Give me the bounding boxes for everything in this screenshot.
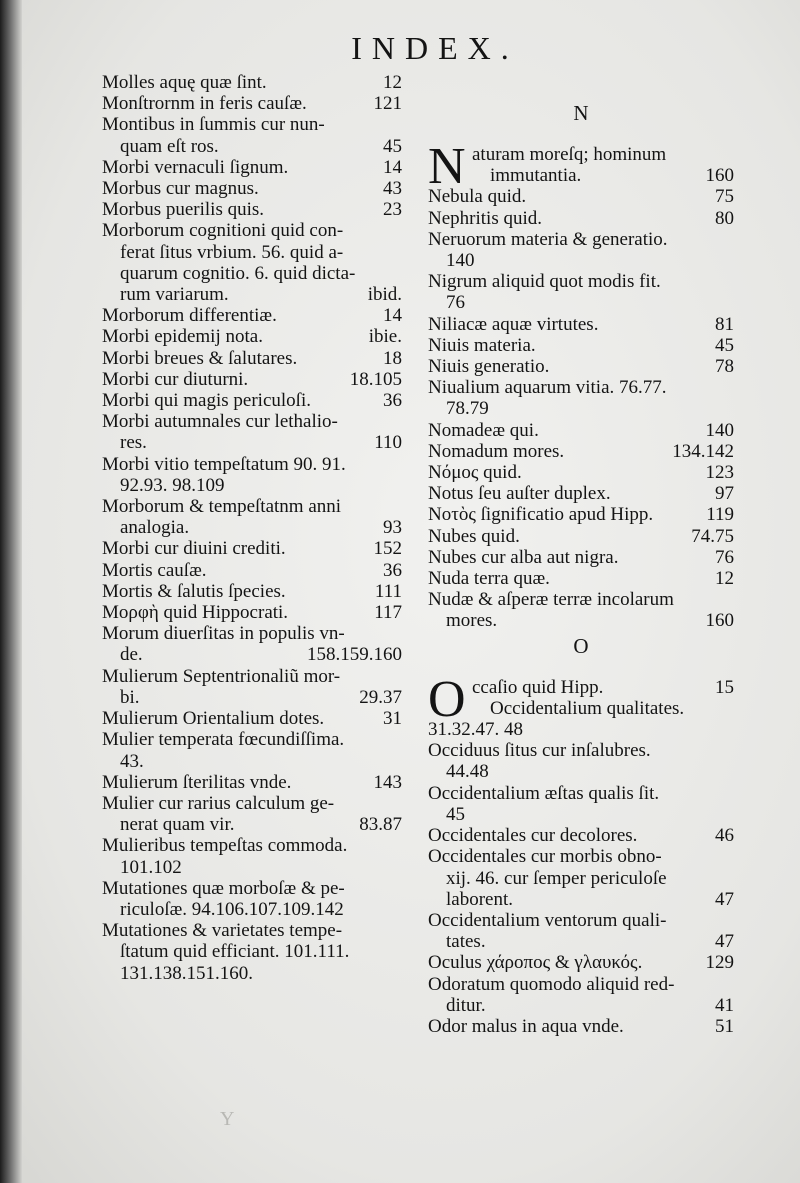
- entry-line: [102, 581, 402, 602]
- entry-text: rum variarum.: [120, 284, 229, 306]
- page-ref: 47: [715, 888, 734, 910]
- index-entry: [102, 496, 402, 538]
- entry-text: Niliacæ aquæ virtutes.: [428, 313, 599, 335]
- page-ref: 160: [705, 610, 734, 632]
- page-ref: 74.75: [691, 525, 734, 547]
- entry-line: [102, 814, 402, 835]
- entry-text: Niuis generatio.: [428, 356, 550, 378]
- entry-line: [102, 857, 402, 878]
- entry-text: Nomadeæ qui.: [428, 419, 539, 441]
- entry-line: [428, 271, 734, 292]
- entry-line: [102, 411, 402, 432]
- entry-line: [428, 610, 734, 631]
- entry-text: 43.: [120, 750, 144, 772]
- entry-line: [428, 462, 734, 483]
- entry-line: [428, 356, 734, 377]
- page-ref: ibie.: [368, 326, 402, 348]
- entry-line: [472, 677, 734, 698]
- index-entry: [102, 157, 402, 178]
- entry-line: [102, 178, 402, 199]
- index-entry: [102, 390, 402, 411]
- index-entry: [102, 772, 402, 793]
- index-entry: [428, 208, 734, 229]
- index-entry: [102, 560, 402, 581]
- page-ref: 76: [715, 546, 734, 568]
- entry-text: Occiduus ſitus cur inſalubres.: [428, 740, 651, 762]
- index-entry: [102, 835, 402, 877]
- page-ref: 15: [715, 676, 734, 698]
- entry-text: 76: [446, 292, 465, 314]
- entry-text: Νοτὸς ſignificatio apud Hipp.: [428, 504, 654, 526]
- entry-text: 44.48: [446, 761, 489, 783]
- entry-text: Mulieribus tempeſtas commoda.: [102, 835, 348, 857]
- entry-line: [428, 761, 734, 782]
- index-entry: [428, 462, 734, 483]
- dropcap-n: N: [428, 138, 466, 195]
- index-entry: [102, 538, 402, 559]
- entry-line: [428, 398, 734, 419]
- dropcap-o: O: [428, 670, 466, 728]
- entry-text: Morbi vitio tempeſtatum 90. 91.: [102, 453, 346, 475]
- entry-text: Molles aquę quæ ſint.: [102, 72, 267, 93]
- page-ref: 43: [383, 178, 402, 200]
- entry-line: [428, 568, 734, 589]
- entry-line: [428, 186, 734, 207]
- page-ref: 140: [705, 419, 734, 441]
- entry-text: Nubes quid.: [428, 525, 520, 547]
- entry-text: Odor malus in aqua vnde.: [428, 1015, 624, 1037]
- entry-text: Occidentalium qualitates.: [490, 697, 685, 719]
- entry-text: Occidentales cur decolores.: [428, 825, 638, 847]
- index-entry: [102, 348, 402, 369]
- entry-text: Νόμος quid.: [428, 462, 522, 484]
- entry-line: [102, 729, 402, 750]
- entry-text: res.: [120, 432, 147, 454]
- entry-line: [428, 377, 734, 398]
- entry-text: Mulier temperata fœcundiſſima.: [102, 729, 345, 751]
- entry-line: [428, 931, 734, 952]
- index-entry: [428, 547, 734, 568]
- page-ref: 45: [715, 334, 734, 356]
- entry-text: Morbi cur diuini crediti.: [102, 538, 286, 560]
- entry-text: 131.138.151.160.: [120, 962, 253, 984]
- entry-line: [102, 899, 402, 920]
- entry-line: [472, 165, 734, 186]
- entry-line: [428, 589, 734, 610]
- page-ref: 78: [715, 356, 734, 378]
- page-ref: 14: [383, 305, 402, 327]
- page-ref: 152: [373, 538, 402, 560]
- left-column: [102, 72, 402, 984]
- index-entry: [428, 420, 734, 441]
- entry-text: Mutationes quæ morboſæ & pe-: [102, 877, 345, 899]
- entry-line: [428, 974, 734, 995]
- entry-text: immutantia.: [490, 165, 582, 187]
- entry-line: [102, 602, 402, 623]
- entry-text: Occidentalium ventorum quali-: [428, 909, 667, 931]
- page-ref: 129: [705, 952, 734, 974]
- entry-line: [428, 995, 734, 1016]
- index-entry: [428, 504, 734, 525]
- index-entry: [102, 199, 402, 220]
- entry-text: Niuis materia.: [428, 334, 536, 356]
- index-entry: [428, 314, 734, 335]
- entry-line: [428, 504, 734, 525]
- page-ref: 18: [383, 347, 402, 369]
- page-ref: 93: [383, 517, 402, 539]
- index-entry: [428, 719, 734, 740]
- entry-line: [102, 390, 402, 411]
- entry-line: [428, 783, 734, 804]
- entry-text: Nomadum mores.: [428, 440, 565, 462]
- entry-line: [102, 199, 402, 220]
- entry-text: Nephritis quid.: [428, 207, 542, 229]
- entry-text: Mortis & ſalutis ſpecies.: [102, 580, 286, 602]
- entry-text: quam eſt ros.: [120, 135, 219, 157]
- entry-line: [102, 751, 402, 772]
- page-ref: 75: [715, 186, 734, 208]
- entry-text: xij. 46. cur ſemper periculoſe: [446, 867, 667, 889]
- entry-text: Odoratum quomodo aliquid red-: [428, 973, 675, 995]
- entry-line: [102, 708, 402, 729]
- entry-line: [428, 889, 734, 910]
- entry-text: Niualium aquarum vitia. 76.77.: [428, 377, 667, 399]
- entry-text: ferat ſitus vrbium. 56. quid a-: [120, 241, 344, 263]
- index-entry: [428, 377, 734, 419]
- section-o-entries: [428, 719, 734, 1037]
- entry-text: Mulierum Septentrionaliũ mor-: [102, 665, 341, 687]
- page-ref: 45: [383, 135, 402, 157]
- index-entry: [102, 454, 402, 496]
- index-entry: [102, 305, 402, 326]
- entry-line: [472, 698, 734, 719]
- entry-text: Montibus in ſummis cur nun-: [102, 114, 325, 136]
- entry-line: [102, 454, 402, 475]
- entry-line: [102, 835, 402, 856]
- entry-line: [102, 920, 402, 941]
- signature-mark: Y: [220, 1108, 235, 1130]
- index-entry: [102, 326, 402, 347]
- entry-text: Μορφὴ quid Hippocrati.: [102, 602, 289, 624]
- entry-line: [428, 868, 734, 889]
- index-entry: [428, 356, 734, 377]
- entry-line: [102, 220, 402, 241]
- page-ref: 31: [383, 708, 402, 730]
- entry-line: [102, 475, 402, 496]
- index-entry: [428, 910, 734, 952]
- entry-text: 101.102: [120, 856, 182, 878]
- entry-text: Morborum differentiæ.: [102, 305, 277, 327]
- entry-text: Nubes cur alba aut nigra.: [428, 546, 619, 568]
- entry-text: Mulierum ſterilitas vnde.: [102, 771, 292, 793]
- entry-line: [428, 250, 734, 271]
- entry-text: Mulier cur rarius calculum ge-: [102, 792, 335, 814]
- entry-line: [102, 263, 402, 284]
- page-ref: 97: [715, 483, 734, 505]
- entry-text: tates.: [446, 931, 486, 953]
- entry-text: nerat quam vir.: [120, 814, 235, 836]
- index-entry: [102, 793, 402, 835]
- entry-text: aturam moreſq; hominum: [472, 144, 667, 165]
- page-ref: 18.105: [349, 368, 402, 390]
- entry-text: laborent.: [446, 888, 514, 910]
- index-entry: [102, 369, 402, 390]
- dropcap-entry-o: [428, 670, 734, 728]
- entry-line: [102, 623, 402, 644]
- entry-text: Morbus puerilis quis.: [102, 199, 265, 221]
- entry-line: [428, 547, 734, 568]
- entry-line: [428, 208, 734, 229]
- entry-line: [428, 292, 734, 313]
- entry-text: 45: [446, 803, 465, 825]
- entry-line: [428, 740, 734, 761]
- entry-text: Mulierum Orientalium dotes.: [102, 708, 325, 730]
- index-entry: [102, 72, 402, 93]
- entry-text: analogia.: [120, 517, 190, 539]
- entry-text: Nudæ & aſperæ terræ incolarum: [428, 589, 674, 611]
- entry-line: [102, 136, 402, 157]
- entry-text: Morbi cur diuturni.: [102, 368, 249, 390]
- entry-text: Monſtrornm in feris cauſæ.: [102, 93, 307, 115]
- page-ref: 110: [374, 432, 402, 454]
- page-ref: 12: [715, 568, 734, 590]
- index-entry: [428, 441, 734, 462]
- section-letter-n: N: [573, 101, 589, 125]
- entry-text: Morbus cur magnus.: [102, 178, 259, 200]
- page-ref: 121: [373, 93, 402, 115]
- entry-text: Nigrum aliquid quot modis fit.: [428, 271, 661, 293]
- index-entry: [102, 581, 402, 602]
- entry-line: [102, 305, 402, 326]
- index-entry: [428, 1016, 734, 1037]
- index-entry: [428, 952, 734, 973]
- entry-text: Nebula quid.: [428, 186, 527, 208]
- page-ref: 46: [715, 825, 734, 847]
- page-ref: 83.87: [359, 814, 402, 836]
- entry-line: [428, 846, 734, 867]
- entry-text: Mutationes & varietates tempe-: [102, 920, 343, 942]
- index-entry: [428, 846, 734, 910]
- entry-line: [102, 560, 402, 581]
- entry-text: de.: [120, 644, 143, 666]
- entry-text: Occidentales cur morbis obno-: [428, 846, 662, 868]
- page-ref: 23: [383, 199, 402, 221]
- entry-text: Notus ſeu auſter duplex.: [428, 483, 611, 505]
- entry-line: [428, 910, 734, 931]
- entry-line: [102, 348, 402, 369]
- entry-text: Morbi vernaculi ſignum.: [102, 156, 289, 178]
- entry-text: 31.32.47. 48: [428, 719, 523, 741]
- entry-text: ditur.: [446, 994, 486, 1016]
- index-entry: [102, 220, 402, 305]
- entry-line: [428, 952, 734, 973]
- entry-line: [428, 719, 734, 740]
- entry-text: Morborum cognitioni quid con-: [102, 220, 344, 242]
- entry-text: ſtatum quid efficiant. 101.111.: [120, 941, 350, 963]
- page-ref: 160: [705, 165, 734, 187]
- entry-text: Morum diuerſitas in populis vn-: [102, 623, 345, 645]
- entry-line: [428, 483, 734, 504]
- entry-text: Morbi epidemij nota.: [102, 326, 263, 348]
- index-entry: [102, 93, 402, 114]
- index-entry: [102, 411, 402, 453]
- index-entry: [428, 483, 734, 504]
- binding-gutter: [0, 0, 22, 1183]
- index-entry: [428, 335, 734, 356]
- entry-line: [428, 526, 734, 547]
- index-entry: [102, 623, 402, 665]
- page-ref: 119: [706, 504, 734, 526]
- entry-line: [102, 517, 402, 538]
- entry-line: [102, 666, 402, 687]
- entry-text: Morbi breues & ſalutares.: [102, 347, 298, 369]
- right-column: [428, 72, 734, 1037]
- entry-text: Morbi autumnales cur lethalio-: [102, 411, 338, 433]
- entry-line: [102, 326, 402, 347]
- entry-text: Morborum & tempeſtatnm anni: [102, 496, 342, 518]
- index-entry: [428, 568, 734, 589]
- entry-line: [102, 93, 402, 114]
- index-entry: [428, 526, 734, 547]
- entry-text: Occidentalium æſtas qualis ſit.: [428, 782, 660, 804]
- page-ref: 134.142: [672, 440, 734, 462]
- index-entry: [428, 783, 734, 825]
- entry-line: [428, 804, 734, 825]
- entry-line: [102, 878, 402, 899]
- section-letter-o: O: [573, 633, 589, 658]
- index-entry: [428, 589, 734, 631]
- entry-line: [428, 1016, 734, 1037]
- entry-line: [472, 144, 734, 165]
- entry-line: [102, 496, 402, 517]
- section-n-entries: [428, 186, 734, 631]
- index-entry: [428, 271, 734, 313]
- page-ref: 47: [715, 931, 734, 953]
- entry-text: Mortis cauſæ.: [102, 559, 207, 581]
- entry-line: [428, 420, 734, 441]
- entry-line: [102, 157, 402, 178]
- entry-line: [428, 825, 734, 846]
- index-entry: [102, 666, 402, 708]
- index-entry: [102, 602, 402, 623]
- page-ref: ibid.: [367, 284, 402, 306]
- entry-text: ccaſio quid Hipp.: [472, 676, 604, 698]
- page-ref: 143: [373, 771, 402, 793]
- page-ref: 14: [383, 156, 402, 178]
- entry-text: 92.93. 98.109: [120, 474, 225, 496]
- index-entry: [102, 178, 402, 199]
- entry-text: Nuda terra quæ.: [428, 568, 550, 590]
- index-entry: [428, 974, 734, 1016]
- entry-line: [428, 229, 734, 250]
- entry-line: [102, 369, 402, 390]
- index-entry: [102, 114, 402, 156]
- index-entry: [102, 920, 402, 984]
- entry-text: Neruorum materia & generatio.: [428, 228, 668, 250]
- entry-line: [102, 644, 402, 665]
- entry-text: mores.: [446, 610, 498, 632]
- entry-line: [428, 335, 734, 356]
- entry-text: riculoſæ. 94.106.107.109.142: [120, 898, 344, 920]
- index-entry: [428, 229, 734, 271]
- entry-line: [102, 687, 402, 708]
- index-entry: [428, 740, 734, 782]
- entry-line: [102, 72, 402, 93]
- page-ref: 81: [715, 313, 734, 335]
- entry-line: [102, 963, 402, 984]
- entry-line: [428, 314, 734, 335]
- page-header: INDEX.: [351, 30, 519, 66]
- page-ref: 117: [374, 602, 402, 624]
- entry-line: [102, 284, 402, 305]
- entry-line: [102, 772, 402, 793]
- index-entry: [102, 708, 402, 729]
- page-ref: 123: [705, 462, 734, 484]
- entry-line: [102, 114, 402, 135]
- page-ref: 41: [715, 994, 734, 1016]
- index-entry: [102, 729, 402, 771]
- index-entry: [102, 878, 402, 920]
- entry-line: [102, 538, 402, 559]
- entry-text: Morbi qui magis periculoſi.: [102, 390, 311, 412]
- page-ref: 36: [383, 559, 402, 581]
- index-entry: [428, 825, 734, 846]
- entry-line: [102, 432, 402, 453]
- index-entry: [428, 186, 734, 207]
- page-ref: 111: [374, 580, 402, 602]
- page-ref: 29.37: [359, 686, 402, 708]
- entry-line: [102, 941, 402, 962]
- entry-text: quarum cognitio. 6. quid dicta-: [120, 262, 356, 284]
- page-ref: 12: [383, 72, 402, 93]
- page-ref: 80: [715, 207, 734, 229]
- entry-text: bi.: [120, 686, 140, 708]
- entry-text: 140: [446, 250, 475, 272]
- page-ref: 158.159.160: [307, 644, 402, 666]
- entry-text: 78.79: [446, 398, 489, 420]
- entry-text: Oculus χάροπος & γλαυκός.: [428, 952, 643, 974]
- entry-line: [102, 242, 402, 263]
- entry-line: [428, 441, 734, 462]
- dropcap-entry-n: [428, 138, 734, 195]
- page-ref: 36: [383, 390, 402, 412]
- entry-line: [102, 793, 402, 814]
- page-ref: 51: [715, 1015, 734, 1037]
